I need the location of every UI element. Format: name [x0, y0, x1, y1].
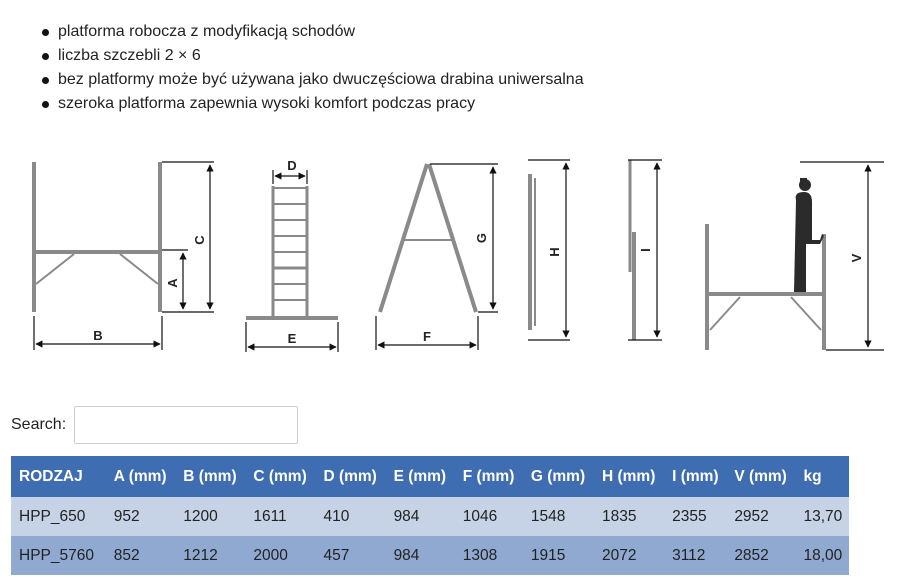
- table-cell: 13,70: [795, 497, 849, 536]
- column-header-v[interactable]: V (mm): [726, 456, 795, 497]
- column-header-type[interactable]: RODZAJ: [11, 456, 106, 497]
- table-cell: 984: [386, 536, 455, 575]
- platform-front-view: [34, 162, 160, 312]
- table-cell: 18,00: [795, 536, 849, 575]
- folded-ladder-view: [530, 174, 535, 330]
- table-cell: 457: [315, 536, 385, 575]
- a-frame-view: [380, 164, 476, 312]
- column-header-a[interactable]: A (mm): [106, 456, 175, 497]
- search-label: Search:: [11, 416, 67, 433]
- dim-label-a: A: [165, 278, 180, 288]
- dim-label-f: F: [423, 329, 431, 344]
- dim-label-g: G: [474, 232, 489, 244]
- dim-label-b: B: [93, 328, 103, 343]
- dimension-diagram: [0, 150, 903, 360]
- table-cell: 410: [315, 497, 385, 536]
- column-header-f[interactable]: F (mm): [455, 456, 523, 497]
- extended-ladder-view: [630, 160, 634, 340]
- dim-label-e: E: [287, 331, 297, 346]
- table-cell: 852: [106, 536, 175, 575]
- column-header-h[interactable]: H (mm): [594, 456, 664, 497]
- table-row: [11, 536, 849, 575]
- worker-figure: [794, 178, 824, 292]
- column-header-b[interactable]: B (mm): [175, 456, 245, 497]
- table-cell: HPP_5760: [11, 536, 106, 575]
- table-cell: 1046: [455, 497, 523, 536]
- spec-table: [11, 456, 849, 575]
- table-cell: 2355: [664, 497, 726, 536]
- feature-item: szeroka platforma zapewnia wysoki komfort podczas pracy: [40, 94, 584, 118]
- feature-item: liczba szczebli 2 × 6: [40, 46, 584, 70]
- column-header-d[interactable]: D (mm): [315, 456, 385, 497]
- dim-label-i: I: [638, 248, 653, 252]
- table-cell: 1548: [523, 497, 594, 536]
- table-header-row: [11, 456, 849, 497]
- table-cell: 1212: [175, 536, 245, 575]
- table-cell: 2000: [245, 536, 315, 575]
- column-header-i[interactable]: I (mm): [664, 456, 726, 497]
- table-cell: 1835: [594, 497, 664, 536]
- search-bar: [11, 404, 298, 446]
- dim-label-h: H: [547, 247, 562, 257]
- feature-item: platforma robocza z modyfikacją schodów: [40, 22, 584, 46]
- table-cell: 952: [106, 497, 175, 536]
- platform-with-worker-view: [707, 178, 824, 350]
- table-cell: 2952: [726, 497, 795, 536]
- dim-label-c: C: [192, 235, 207, 245]
- feature-item: bez platformy może być używana jako dwuczęściowa drabina uniwersalna: [40, 70, 584, 94]
- table-cell: 2072: [594, 536, 664, 575]
- table-cell: HPP_650: [11, 497, 106, 536]
- dim-label-v: V: [849, 253, 864, 263]
- table-cell: 1611: [245, 497, 315, 536]
- column-header-c[interactable]: C (mm): [245, 456, 315, 497]
- feature-list: [40, 22, 584, 118]
- column-header-e[interactable]: E (mm): [386, 456, 455, 497]
- table-cell: 1200: [175, 497, 245, 536]
- table-cell: 2852: [726, 536, 795, 575]
- table-cell: 1915: [523, 536, 594, 575]
- table-cell: 984: [386, 497, 455, 536]
- ladder-side-view: [246, 186, 338, 318]
- table-cell: 1308: [455, 536, 523, 575]
- dim-label-d: D: [287, 158, 297, 173]
- column-header-g[interactable]: G (mm): [523, 456, 594, 497]
- search-input[interactable]: [74, 406, 298, 444]
- column-header-kg[interactable]: kg: [795, 456, 849, 497]
- table-row: [11, 497, 849, 536]
- table-cell: 3112: [664, 536, 726, 575]
